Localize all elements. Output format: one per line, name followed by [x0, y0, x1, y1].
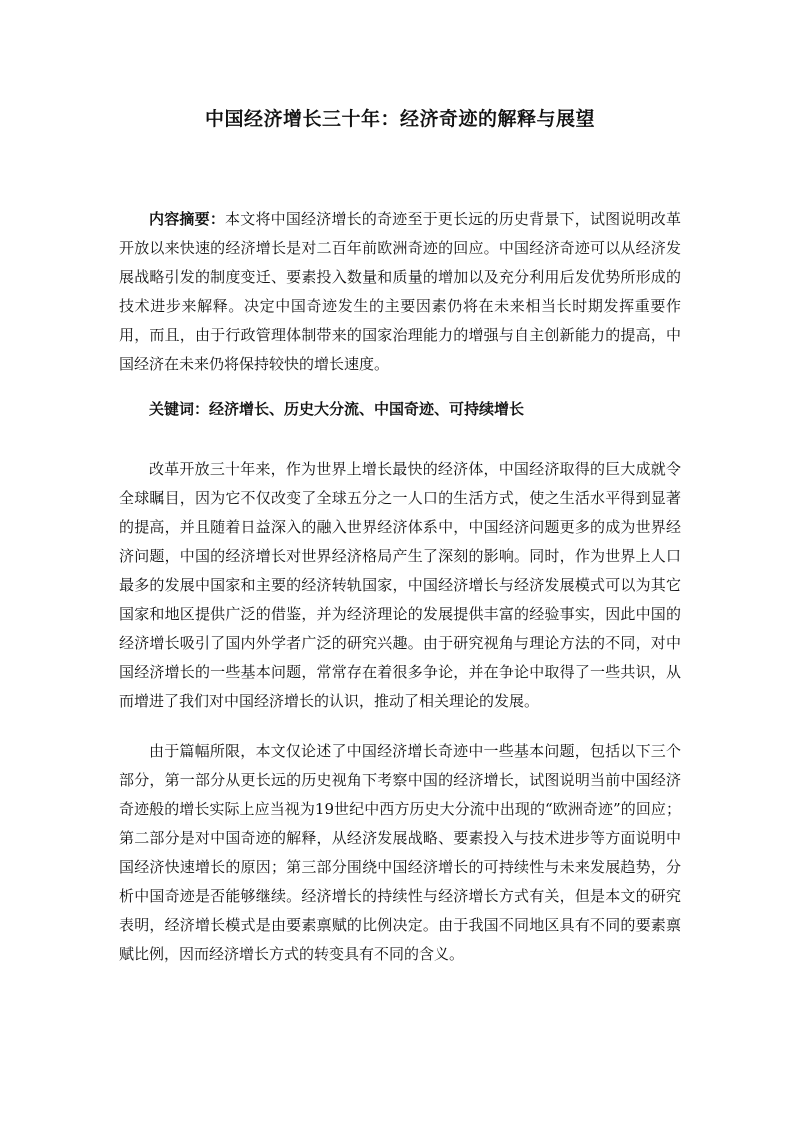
keywords-label: 关键词：	[149, 400, 210, 418]
body-text-2: 由于篇幅所限，本文仅论述了中国经济增长奇迹中一些基本问题，包括以下三个部分，第一部分从更长远的历史视角下考察中国的经济增长，试图说明当前中国经济奇迹般的增长实际上应当视为19世纪中西方历史大分流中出现的“欧洲奇迹”的回应；第二部分是对中国奇迹的解释，从经济发展战略、要素投入与技术进步等方面说明中国经济快速增长的原因；第三部分围绕中国经济增长的可持续性与未来发展趋势，分析中国奇迹是否能够继续。经济增长的持续性与经济增长方式有关，但是本文的研究表明，经济增长模式是由要素禀赋的比例决定。由于我国不同地区具有不同的要素禀赋比例，因而经济增长方式的转变具有不同的含义。	[119, 742, 681, 963]
abstract-paragraph	[119, 205, 681, 379]
body-paragraph-2	[119, 737, 681, 969]
body-text-1: 改革开放三十年来，作为世界上增长最快的经济体，中国经济取得的巨大成就令全球瞩目，因为它不仅改变了全球五分之一人口的生活方式，使之生活水平得到显著的提高，并且随着日益深入的融入世界经济体系中，中国经济问题更多的成为世界经济问题，中国的经济增长对世界经济格局产生了深刻的影响。同时，作为世界上人口最多的发展中国家和主要的经济转轨国家，中国经济增长与经济发展模式可以为其它国家和地区提供广泛的借鉴，并为经济理论的发展提供丰富的经验事实，因此中国的经济增长吸引了国内外学者广泛的研究兴趣。由于研究视角与理论方法的不同，对中国经济增长的一些基本问题，常常存在着很多争论，并在争论中取得了一些共识，从而增进了我们对中国经济增长的认识，推动了相关理论的发展。	[119, 460, 681, 710]
keywords-text: 经济增长、历史大分流、中国奇迹、可持续增长	[209, 400, 525, 418]
keywords-paragraph	[119, 395, 681, 424]
abstract-section	[119, 205, 681, 379]
abstract-text: 本文将中国经济增长的奇迹至于更长远的历史背景下，试图说明改革开放以来快速的经济增长是对二百年前欧洲奇迹的回应。中国经济奇迹可以从经济发展战略引发的制度变迁、要素投入数量和质量的增加以及充分利用后发优势所形成的技术进步来解释。决定中国奇迹发生的主要因素仍将在未来相当长时期发挥重要作用，而且，由于行政管理体制带来的国家治理能力的增强与自主创新能力的提高，中国经济在未来仍将保持较快的增长速度。	[119, 210, 681, 373]
abstract-label: 内容摘要：	[149, 210, 226, 228]
document-title: 中国经济增长三十年：经济奇迹的解释与展望	[204, 108, 595, 130]
keywords-section	[119, 395, 681, 424]
body-paragraph-1	[119, 455, 681, 716]
